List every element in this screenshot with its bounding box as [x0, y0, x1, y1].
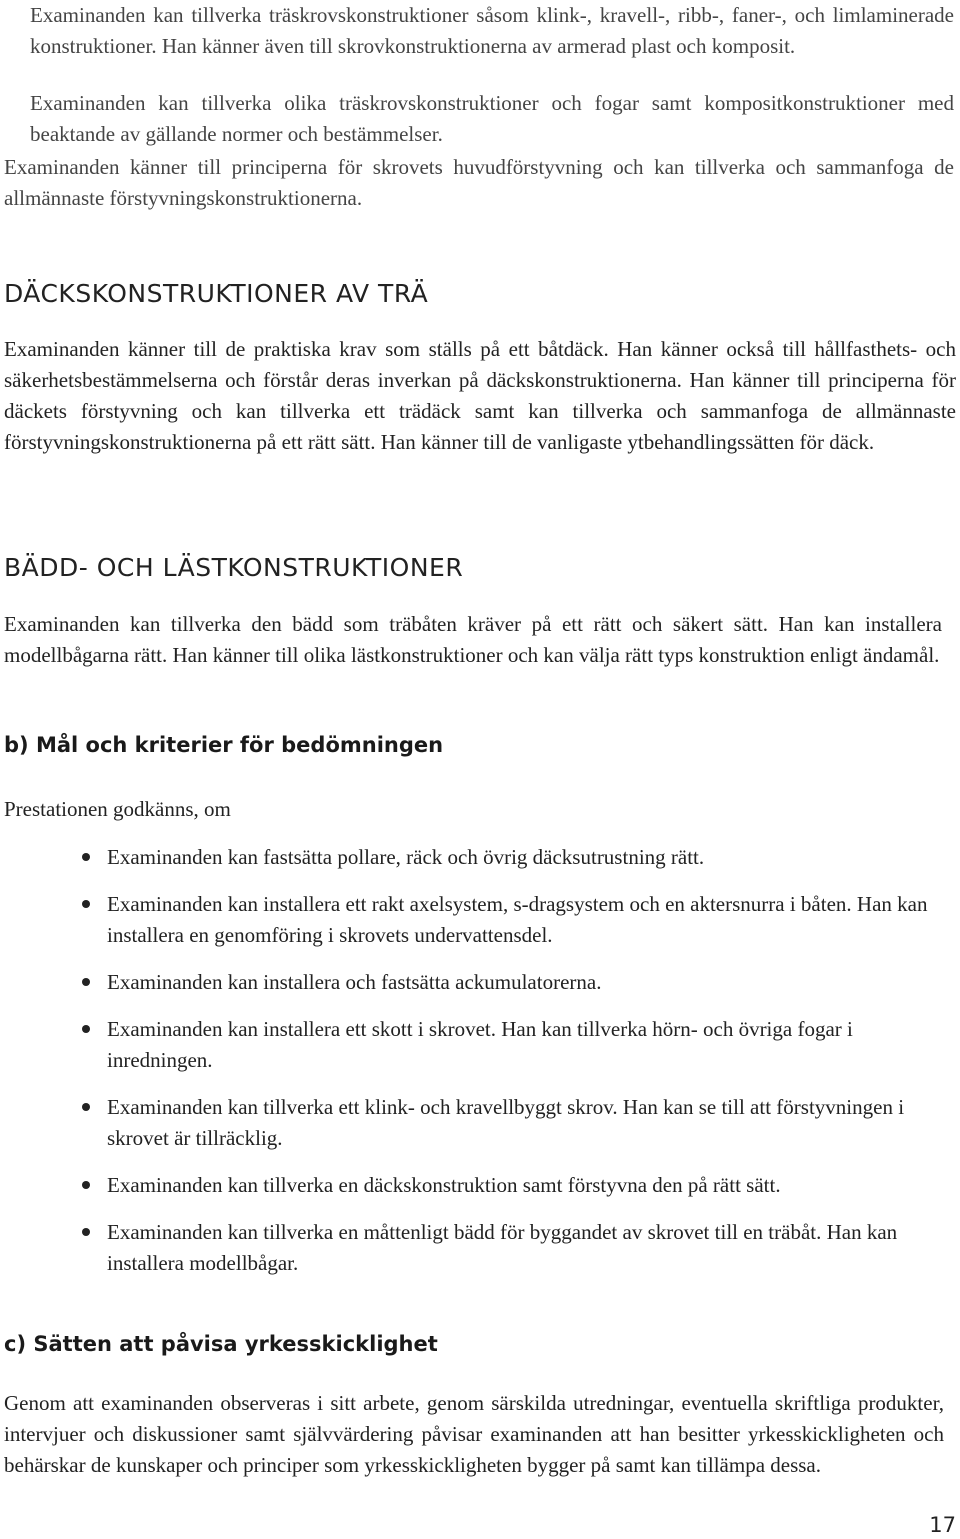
- section-heading-criteria: b) Mål och kriterier för bedömningen: [4, 733, 444, 757]
- bullet-icon: [82, 978, 90, 986]
- list-item: [4, 1217, 960, 1279]
- list-item-text: Examinanden kan tillverka ett klink- och kravellbyggt skrov. Han kan se till att förstyvningen i skrovet är tillräcklig.: [107, 1095, 905, 1150]
- list-item-text: Examinanden kan installera ett rakt axelsystem, s-dragsystem och en aktersnurra i båten. Han kan installera en genomföring i skrovets undervattensdel.: [107, 892, 928, 947]
- list-item-text: Examinanden kan tillverka en måttenligt bädd för byggandet av skrovet till en träbåt. Han kan installera modellbågar.: [107, 1220, 898, 1275]
- bullet-icon: [82, 1025, 90, 1033]
- bullet-icon: [82, 1228, 90, 1236]
- section-text-bed: Examinanden kan tillverka den bädd som träbåten kräver på ett rätt och säkert sätt. Han kan installera modellbågarna rätt. Han känner till olika lästkonstruktioner och kan välja rätt typs konstruktion enligt ändamål.: [4, 612, 942, 667]
- list-item-text: Examinanden kan installera och fastsätta ackumulatorerna.: [107, 970, 602, 994]
- list-item: [4, 967, 960, 998]
- intro-paragraph-3: Examinanden känner till principerna för skrovets huvudförstyvning och kan tillverka och sammanfoga de allmännaste förstyvningskonstruktionerna.: [4, 155, 954, 210]
- intro-paragraph-1: Examinanden kan tillverka träskrovskonstruktioner såsom klink-, kravell-, ribb-, faner-, och limlaminerade konstruktioner. Han känner även till skrovkonstruktionerna av armerad plast och komposit.: [30, 3, 954, 58]
- list-item-text: Examinanden kan tillverka en däckskonstruktion samt förstyvna den på rätt sätt.: [107, 1173, 781, 1197]
- section-text-deck: Examinanden känner till de praktiska krav som ställs på ett båtdäck. Han känner också till hållfasthets- och säkerhetsbestämmelserna och förstår deras inverkan på däckskonstruktionerna. Han känner till principerna för däckets förstyvning och kan tillverka ett trädäck samt kan tillverka och sammanfoga de allmännaste förstyvningskonstruktionerna på ett rätt sätt. Han känner till de vanligaste ytbehandlingssätten för däck.: [4, 337, 956, 454]
- bullet-icon: [82, 1103, 90, 1111]
- list-item: [4, 1014, 960, 1076]
- section-heading-bed: BÄDD- OCH LÄSTKONSTRUKTIONER: [4, 553, 464, 582]
- criteria-lead: Prestationen godkänns, om: [4, 797, 231, 821]
- intro-paragraph-2: Examinanden kan tillverka olika träskrovskonstruktioner och fogar samt kompositkonstruktioner med beaktande av gällande normer och bestämmelser.: [30, 91, 954, 146]
- criteria-list: [4, 842, 960, 1295]
- section-text-methods: Genom att examinanden observeras i sitt arbete, genom särskilda utredningar, eventuella skriftliga produkter, intervjuer och diskussioner samt självvärdering påvisar examinanden att han besitter yrkesskickligheten och behärskar de kunskaper och principer som yrkesskickligheten bygger på samt kan tillämpa dessa.: [4, 1391, 944, 1477]
- list-item-text: Examinanden kan installera ett skott i skrovet. Han kan tillverka hörn- och övriga fogar i inredningen.: [107, 1017, 853, 1072]
- list-item: [4, 1170, 960, 1201]
- list-item: [4, 889, 960, 951]
- list-item: [4, 842, 960, 873]
- bullet-icon: [82, 853, 90, 861]
- section-heading-methods: c) Sätten att påvisa yrkesskicklighet: [4, 1332, 438, 1356]
- bullet-icon: [82, 900, 90, 908]
- list-item: [4, 1092, 960, 1154]
- section-heading-deck: DÄCKSKONSTRUKTIONER AV TRÄ: [4, 279, 429, 308]
- page-number: 17: [929, 1513, 956, 1537]
- bullet-icon: [82, 1181, 90, 1189]
- list-item-text: Examinanden kan fastsätta pollare, räck och övrig däcksutrustning rätt.: [107, 845, 705, 869]
